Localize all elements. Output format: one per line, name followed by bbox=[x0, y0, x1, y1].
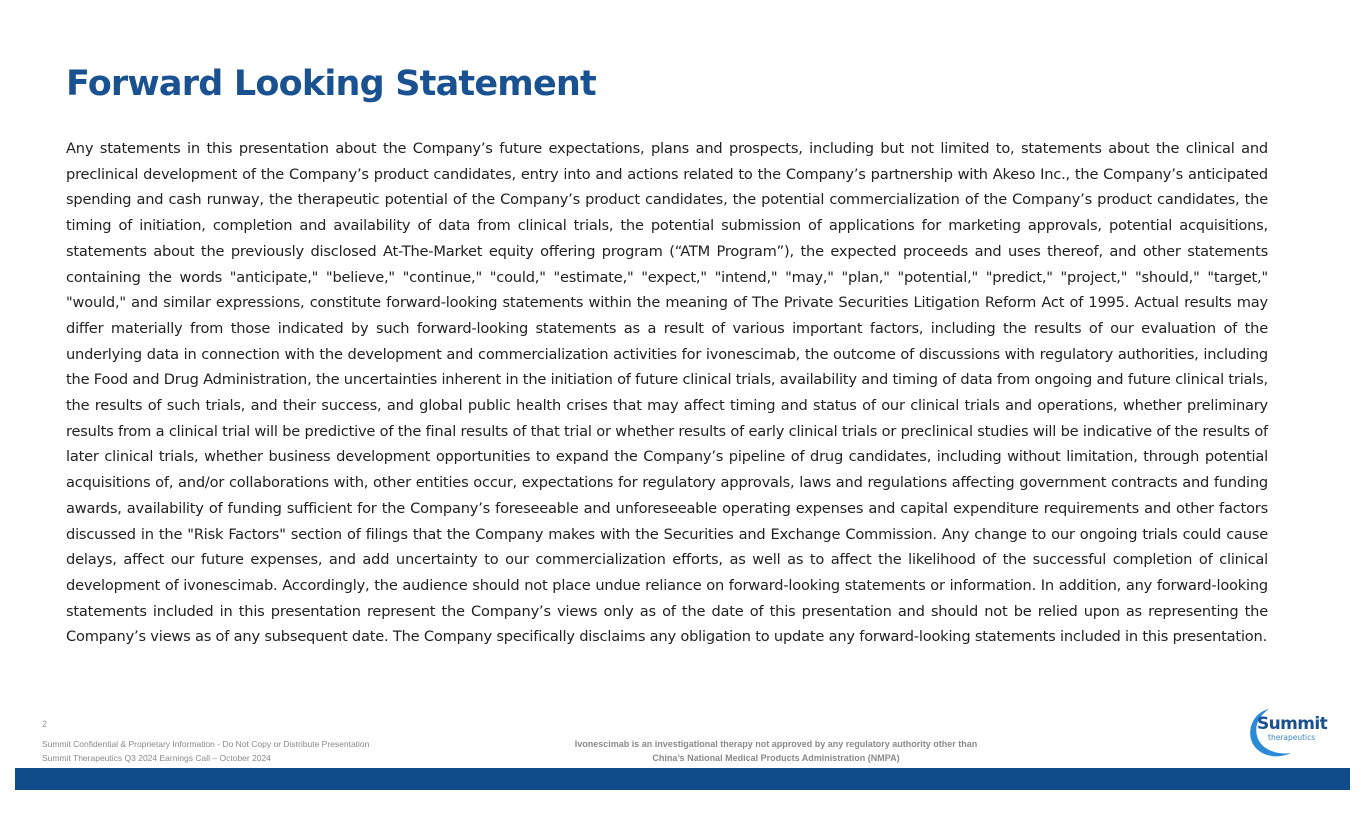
regulatory-disclaimer bbox=[541, 737, 1011, 765]
slide bbox=[15, 0, 1350, 790]
summit-logo bbox=[1245, 705, 1327, 761]
disclaimer-line-2: China’s National Medical Products Administration (NMPA) bbox=[652, 753, 900, 763]
forward-looking-statement-body: Any statements in this presentation about the Company’s future expectations, plans and prospects, including but not limited to, statements about the clinical and preclinical development of the Company’s product candidates, entry into and actions related to the Company’s partnership with Akeso Inc., the Company’s anticipated spending and cash runway, the therapeutic potential of the Company’s product candidates, the potential commercialization of the Company’s product candidates, the timing of initiation, completion and availability of data from clinical trials, the potential submission of applications for marketing approvals, potential acquisitions, statements about the previously disclosed At-The-Market equity offering program (“ATM Program”), the expected proceeds and uses thereof, and other statements containing the words "anticipate," "believe," "continue," "could," "estimate," "expect," "intend," "may," "plan," "potential," "predict," "project," "should," "target," "would," and similar expressions, constitute forward-looking statements within the meaning of The Private Securities Litigation Reform Act of 1995. Actual results may differ materially from those indicated by such forward-looking statements as a result of various important factors, including the results of our evaluation of the underlying data in connection with the development and commercialization activities for ivonescimab, the outcome of discussions with regulatory authorities, including the Food and Drug Administration, the uncertainties inherent in the initiation of future clinical trials, availability and timing of data from ongoing and future clinical trials, the results of such trials, and their success, and global public health crises that may affect timing and status of our clinical trials and operations, whether preliminary results from a clinical trial will be predictive of the final results of that trial or whether results of early clinical trials or preclinical studies will be indicative of the results of later clinical trials, whether business development opportunities to expand the Company’s pipeline of drug candidates, including without limitation, through potential acquisitions of, and/or collaborations with, other entities occur, expectations for regulatory approvals, laws and regulations affecting government contracts and funding awards, availability of funding sufficient for the Company’s foreseeable and unforeseeable operating expenses and capital expenditure requirements and other factors discussed in the "Risk Factors" section of filings that the Company makes with the Securities and Exchange Commission. Any change to our ongoing trials could cause delays, affect our future expenses, and add uncertainty to our commercialization efforts, as well as to affect the likelihood of the successful completion of clinical development of ivonescimab. Accordingly, the audience should not place undue reliance on forward-looking statements or information. In addition, any forward-looking statements included in this presentation represent the Company’s views only as of the date of this presentation and should not be relied upon as representing the Company’s views as of any subsequent date. The Company specifically disclaims any obligation to update any forward-looking statements included in this presentation. bbox=[66, 140, 1268, 646]
disclaimer-line-1: Ivonescimab is an investigational therapy not approved by any regulatory authority other than bbox=[574, 739, 978, 749]
event-label: Summit Therapeutics Q3 2024 Earnings Call – October 2024 bbox=[42, 753, 271, 763]
logo-wordmark: Summit bbox=[1257, 714, 1328, 734]
footer-left bbox=[42, 737, 369, 765]
page-number: 2 bbox=[42, 719, 48, 729]
confidential-notice: Summit Confidential & Proprietary Information - Do Not Copy or Distribute Presentation bbox=[42, 739, 370, 749]
logo-tagline: therapeutics bbox=[1268, 733, 1316, 742]
page-title: Forward Looking Statement bbox=[66, 64, 596, 104]
footer-bar bbox=[15, 768, 1350, 790]
